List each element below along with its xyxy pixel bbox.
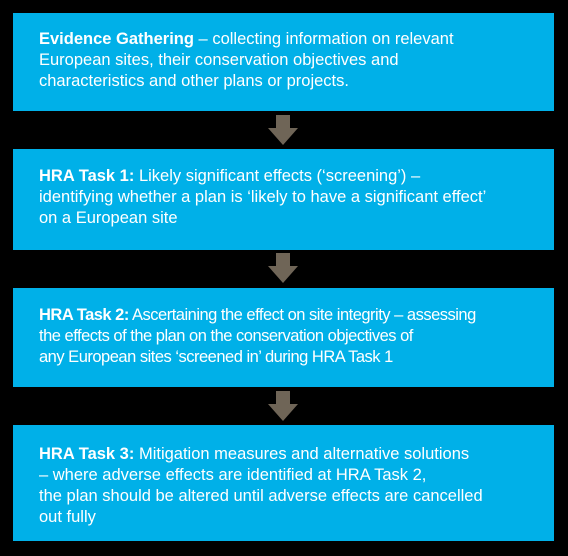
step-title: HRA Task 1:: [39, 167, 135, 185]
step-evidence-gathering: [13, 13, 554, 111]
step-hra-task-1: [13, 149, 554, 250]
step-title: Evidence Gathering: [39, 30, 194, 48]
step-title: HRA Task 3:: [39, 445, 135, 463]
step-title: HRA Task 2:: [39, 306, 129, 324]
step-hra-task-2: [13, 288, 554, 387]
down-arrow-icon: [268, 253, 298, 283]
down-arrow-icon: [268, 115, 298, 145]
step-description: Likely significant effects (‘screening’) – identifying whether a plan is ‘likely to have a significant effect’ on a European site: [39, 167, 487, 227]
step-description: Mitigation measures and alternative solutions – where adverse effects are identified at HRA Task 2, the plan should be altered until adverse effects are cancelled out fully: [39, 445, 483, 526]
step-description: Ascertaining the effect on site integrity – assessing the effects of the plan on the conservation objectives of any European sites ‘screened in’ during HRA Task 1: [39, 306, 476, 366]
step-hra-task-3: [13, 425, 554, 541]
down-arrow-icon: [268, 391, 298, 421]
step-description: – collecting information on relevant European sites, their conservation objectives and characteristics and other plans or projects.: [39, 30, 454, 90]
